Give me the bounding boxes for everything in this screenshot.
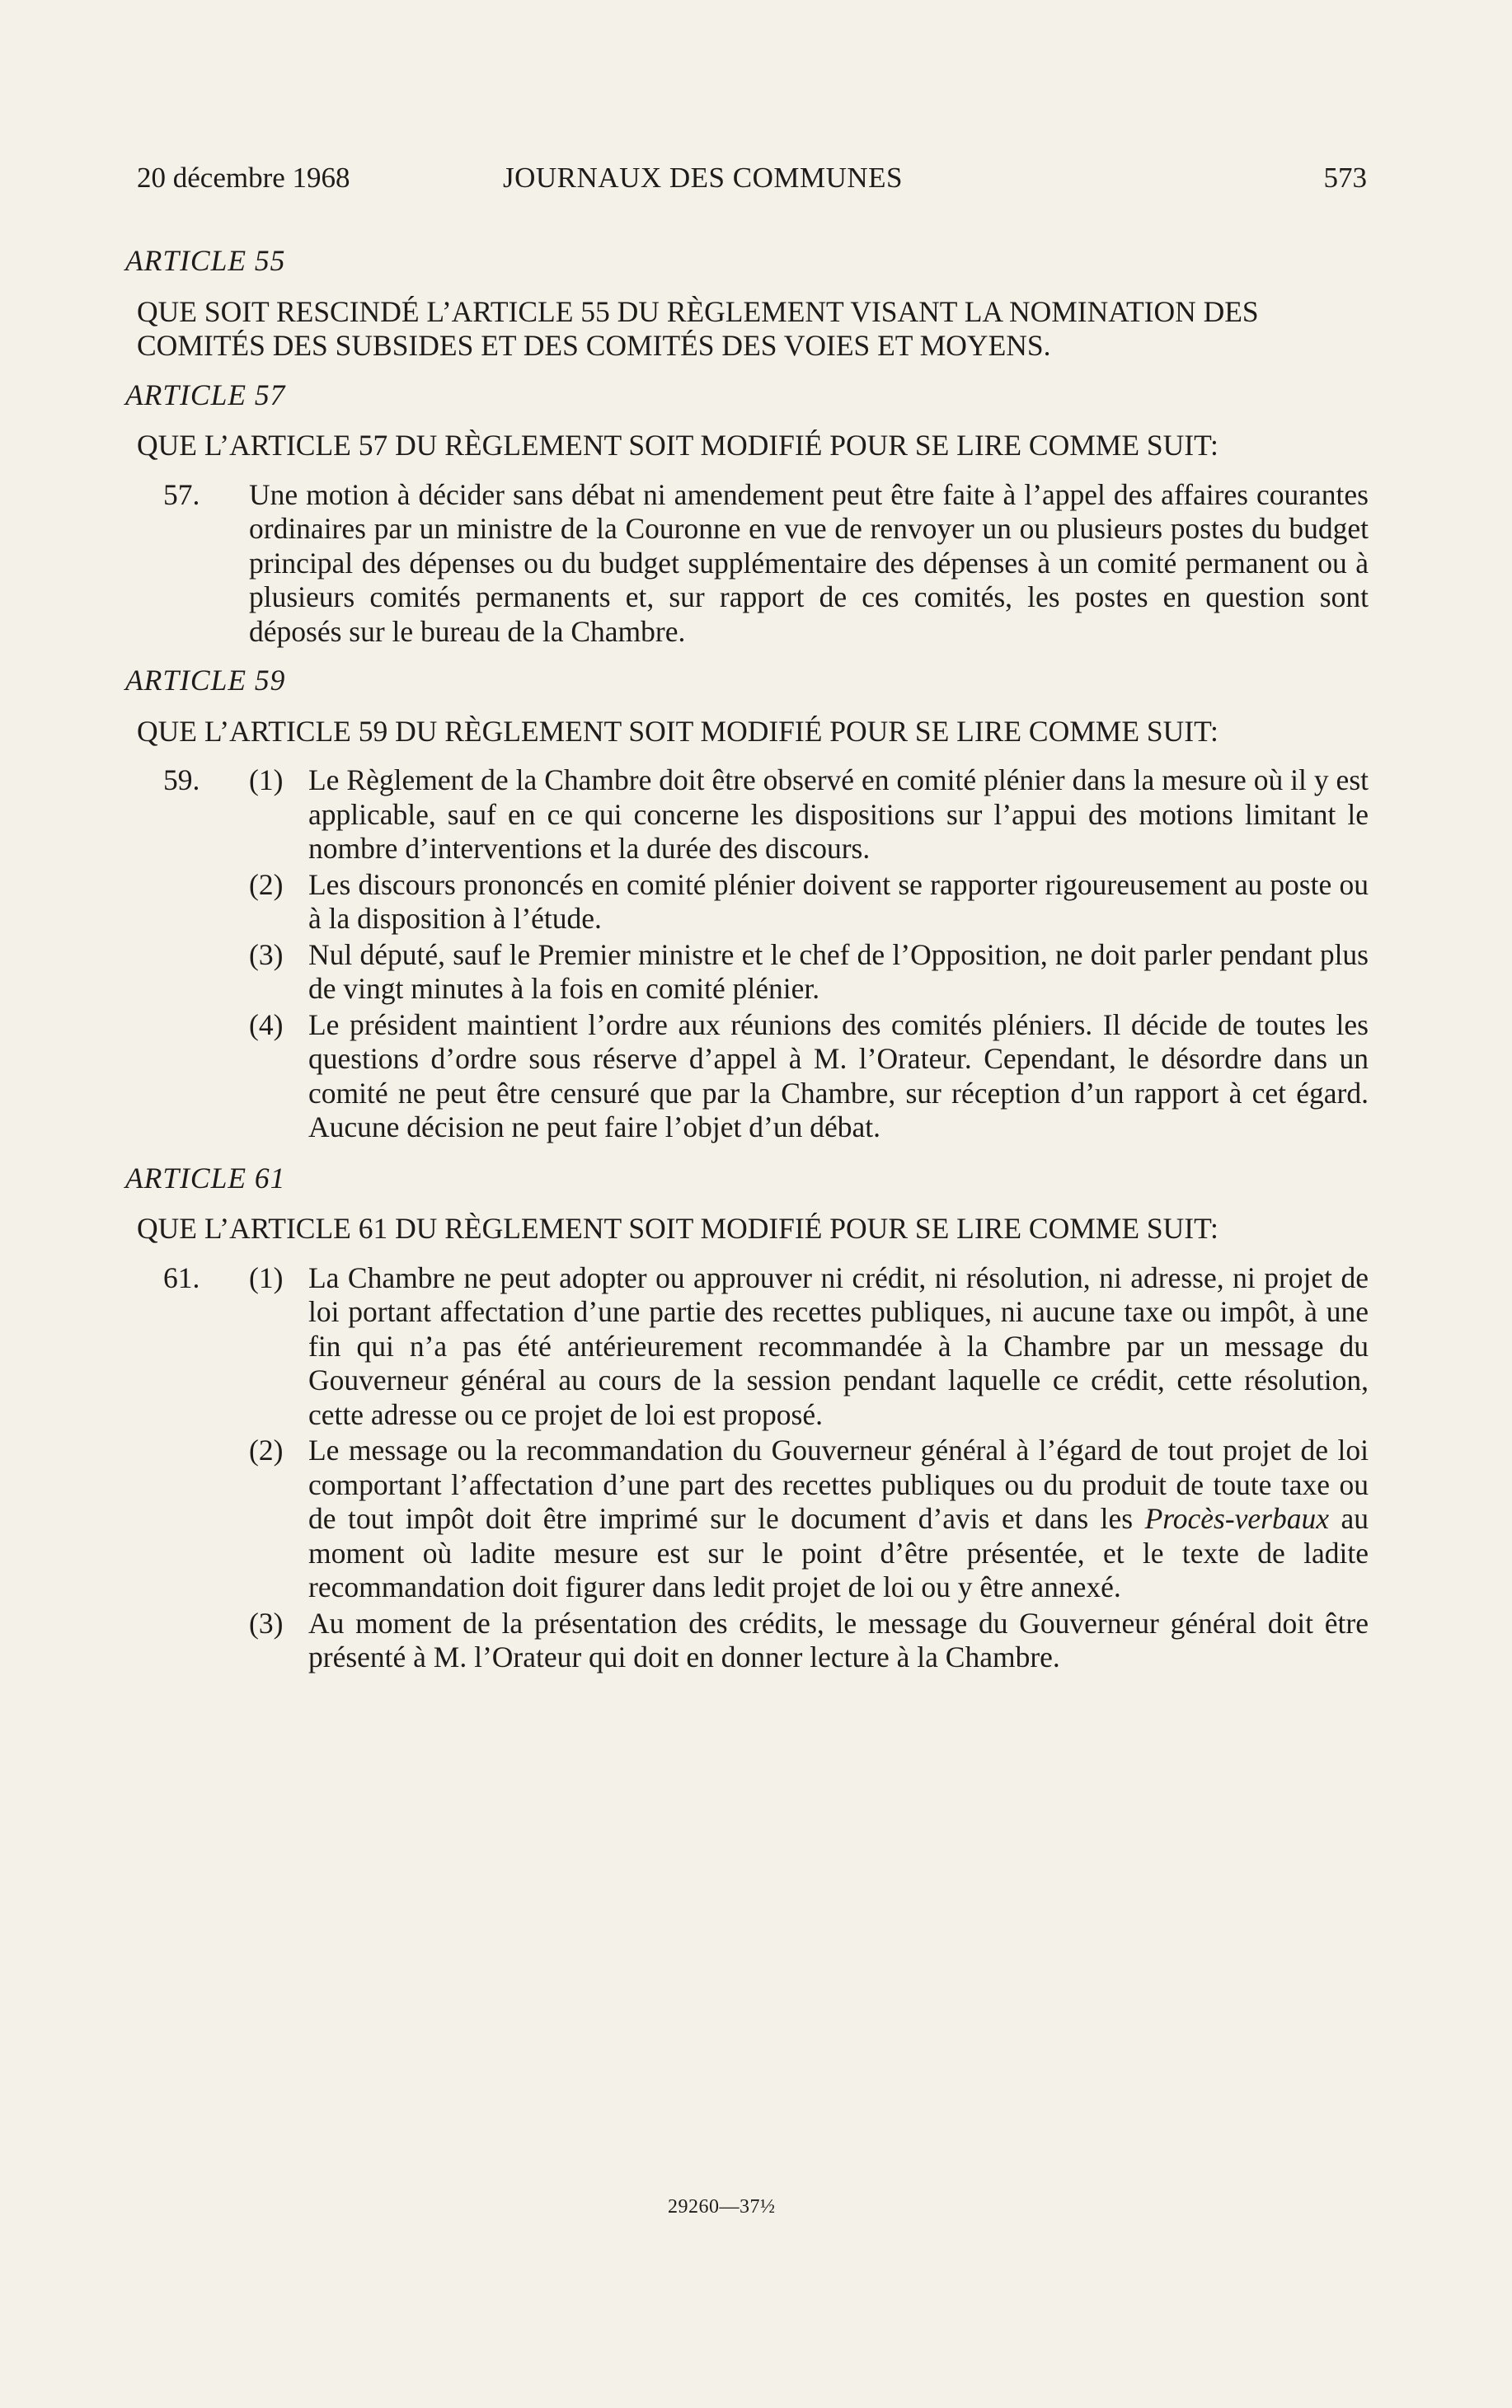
rule-number: 61. <box>163 1260 200 1294</box>
article-resolution: QUE SOIT RESCINDÉ L’ARTICLE 55 DU RÈGLEMENT VISANT LA NOMINATION DES COMITÉS DES SUBSIDES ET DES COMITÉS DES VOIES ET MOYENS. <box>137 294 1259 362</box>
page-number: 573 <box>1323 162 1367 194</box>
standing-order-59 <box>125 763 1369 1147</box>
subsection-number: (1) <box>249 763 284 796</box>
subsection-text-part: Le message ou la recommandation du Gouverneur général à l’égard de tout projet de loi comportant l’affectation d’une part des recettes publiques ou du produit de toute taxe ou de tout impôt doit être imprimé sur le document d’avis et dans les <box>308 1434 1369 1535</box>
article-heading: ARTICLE 59 <box>125 664 286 697</box>
rule-text: Une motion à décider sans débat ni amendement peut être faite à l’appel des affaires courantes ordinaires par un ministre de la Couronne en vue de renvoyer un ou plusieurs postes du budget principal des dépenses ou du budget supplémentaire des dépenses à un comité permanent ou à plusieurs comités permanents et, sur rapport de ces comités, les postes en question sont déposés sur le bureau de la Chambre. <box>249 477 1369 648</box>
subsection <box>249 938 1369 1007</box>
subsection-number: (3) <box>249 937 284 971</box>
subsection-number: (2) <box>249 867 284 901</box>
subsection <box>249 1434 1369 1605</box>
subsection-text: La Chambre ne peut adopter ou approuver ni crédit, ni résolution, ni adresse, ni projet de loi portant affectation d’une partie des recettes publiques, ni aucune taxe ou impôt, à une fin qui n’a pas été antérieurement recommandée à la Chambre par un message du Gouverneur général au cours de la session pendant laquelle ce crédit, cette résolution, cette adresse ou ce projet de loi est proposé. <box>308 1260 1369 1431</box>
article-61 <box>125 1162 1369 1677</box>
article-59 <box>125 664 1369 1147</box>
subsection-list <box>249 1261 1369 1677</box>
header-title: JOURNAUX DES COMMUNES <box>503 162 903 194</box>
subsection-text: Le Règlement de la Chambre doit être observé en comité plénier dans la mesure où il y est applicable, sauf en ce qui concerne les dispositions sur l’appui des motions limitant le nombre d’interventions et la durée des discours. <box>308 763 1369 865</box>
article-heading: ARTICLE 61 <box>125 1161 286 1195</box>
standing-order-57 <box>125 478 1369 650</box>
subsection <box>249 1607 1369 1675</box>
subsection-number: (1) <box>249 1260 284 1294</box>
subsection <box>249 868 1369 936</box>
subsection-text-part: au moment où ladite mesure est sur le point d’être présentée, et le texte de ladite recommandation doit figurer dans ledit projet de loi ou y être annexé. <box>308 1502 1369 1603</box>
proces-verbaux-italic: Procès-verbaux <box>1144 1502 1329 1535</box>
subsection-number: (3) <box>249 1606 284 1640</box>
subsection-number: (2) <box>249 1434 284 1467</box>
page-header <box>137 162 1367 203</box>
header-date: 20 décembre 1968 <box>137 162 350 194</box>
standing-order-61 <box>125 1261 1369 1677</box>
article-resolution: QUE L’ARTICLE 59 DU RÈGLEMENT SOIT MODIFIÉ POUR SE LIRE COMME SUIT: <box>137 714 1219 748</box>
rule-number: 59. <box>163 763 200 796</box>
subsection-text: Au moment de la présentation des crédits, le message du Gouverneur général doit être présenté à M. l’Orateur qui doit en donner lecture à la Chambre. <box>308 1606 1369 1673</box>
article-57 <box>125 378 1369 650</box>
article-heading: ARTICLE 55 <box>125 244 286 277</box>
subsection-list <box>249 763 1369 1147</box>
subsection <box>249 1008 1369 1145</box>
article-55 <box>125 244 1369 364</box>
printer-code: 29260—37½ <box>668 2196 776 2218</box>
subsection-text <box>308 1434 1369 1605</box>
article-resolution: QUE L’ARTICLE 61 DU RÈGLEMENT SOIT MODIFIÉ POUR SE LIRE COMME SUIT: <box>137 1212 1219 1245</box>
rule-number: 57. <box>163 477 200 511</box>
subsection <box>249 763 1369 866</box>
subsection-text: Les discours prononcés en comité plénier doivent se rapporter rigoureusement au poste ou à la disposition à l’étude. <box>308 867 1369 935</box>
article-resolution: QUE L’ARTICLE 57 DU RÈGLEMENT SOIT MODIFIÉ POUR SE LIRE COMME SUIT: <box>137 429 1219 462</box>
article-heading: ARTICLE 57 <box>125 378 286 411</box>
page-content <box>125 244 1369 1692</box>
subsection-text: Le président maintient l’ordre aux réunions des comités pléniers. Il décide de toutes les questions d’ordre sous réserve d’appel à M. l’Orateur. Cependant, le désordre dans un comité ne peut être censuré que par la Chambre, sur réception d’un rapport à cet égard. Aucune décision ne peut faire l’objet d’un débat. <box>308 1007 1369 1143</box>
subsection-text: Nul député, sauf le Premier ministre et le chef de l’Opposition, ne doit parler pendant plus de vingt minutes à la fois en comité plénier. <box>308 937 1369 1005</box>
subsection <box>249 1261 1369 1433</box>
subsection-number: (4) <box>249 1007 284 1041</box>
